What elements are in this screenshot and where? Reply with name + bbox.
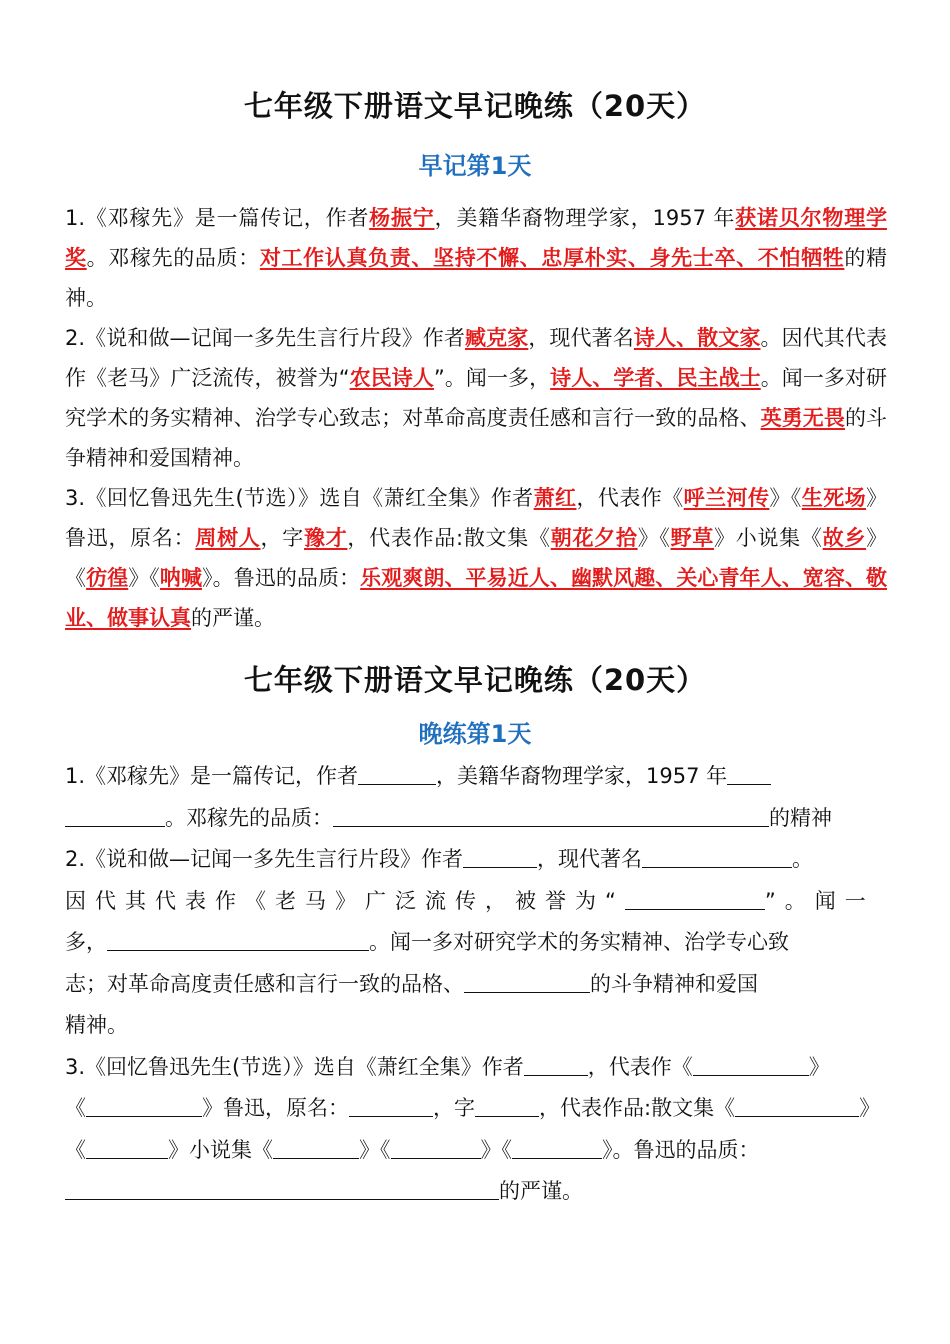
answer-blank[interactable] [727, 763, 771, 785]
answer: 诗人、散文家 [633, 326, 761, 350]
text: 》《 [128, 566, 160, 590]
answer: 杨振宁 [369, 206, 435, 230]
answer-blank[interactable] [65, 805, 165, 827]
answer-blank[interactable] [642, 846, 792, 868]
text: 》小说集《 [714, 526, 823, 550]
text: ，字 [260, 526, 304, 550]
text: 》小说集《 [168, 1137, 273, 1162]
text: ”。闻一 [764, 888, 875, 913]
answer-blank[interactable] [358, 763, 436, 785]
answer: 农民诗人 [349, 366, 434, 390]
morning-item-1 [65, 198, 887, 318]
text: 的精神 [769, 805, 832, 830]
page-title-repeat: 七年级下册语文早记晚练（20天） [243, 663, 707, 697]
text: 》《 [769, 486, 802, 510]
text: 》《 [480, 1137, 512, 1162]
text: 》《 [65, 526, 888, 590]
text: 的严谨。 [191, 606, 275, 630]
text: 多， [65, 930, 107, 954]
answer-blank[interactable] [625, 888, 765, 910]
text: ，代表作《 [587, 1054, 693, 1079]
answer-blank[interactable] [735, 1095, 859, 1117]
answer-blank[interactable] [693, 1054, 809, 1076]
evening-item-3 [65, 1047, 887, 1213]
text: 3.《回忆鲁迅先生(节选）》选自《萧红全集》作者 [65, 1054, 524, 1079]
text: ，现代著名 [528, 326, 634, 350]
answer: 臧克家 [465, 326, 529, 350]
text: 《 [65, 1096, 86, 1120]
answer-blank[interactable] [86, 1137, 168, 1159]
text: ，美籍华裔物理学家，1957 年 [436, 764, 728, 788]
text: 的斗争精神和爱国精神。 [65, 406, 888, 470]
answer-blank[interactable] [65, 1178, 499, 1200]
answer: 获诺贝尔物理学奖 [65, 206, 888, 270]
answer: 豫才 [303, 526, 348, 550]
answer: 乐观爽朗、平易近人、幽默风趣、关心青年人、宽容、敬业、做事认真 [65, 566, 888, 630]
evening-section [65, 756, 887, 1213]
page-title: 七年级下册语文早记晚练（20天） [243, 89, 707, 123]
text: 的精神。 [65, 246, 888, 310]
text: 》。鲁迅的品质： [602, 1137, 760, 1162]
answer: 呐喊 [159, 566, 203, 590]
answer-blank[interactable] [333, 805, 769, 827]
answer: 萧红 [533, 486, 577, 510]
answer-blank[interactable] [524, 1054, 588, 1076]
answer-blank[interactable] [273, 1137, 359, 1159]
answer-blank[interactable] [475, 1095, 539, 1117]
text: 3.《回忆鲁迅先生(节选）》选自《萧红全集》作者 [65, 486, 534, 510]
answer-blank[interactable] [463, 846, 537, 868]
answer-blank[interactable] [349, 1095, 433, 1117]
evening-heading: 晚练第1天 [418, 720, 532, 748]
answer-blank[interactable] [107, 929, 369, 951]
answer-blank[interactable] [464, 971, 590, 993]
text: 的严谨。 [499, 1179, 583, 1203]
text: 精神。 [65, 1013, 128, 1037]
text: 。因代其代表作《老马》广泛流传，被誉为“ [65, 326, 888, 390]
text: ，美籍华裔物理学家，1957 年 [434, 206, 736, 230]
text: 志；对革命高度责任感和言行一致的品格、 [65, 971, 464, 996]
text: ，代表作《 [576, 486, 684, 510]
text: ，代表作品:散文集《 [539, 1096, 736, 1120]
text: 因代其代表作《老马》广泛流传，被誉为“ [65, 888, 625, 913]
text: 》。鲁迅的品质： [202, 566, 361, 590]
answer: 彷徨 [86, 566, 129, 590]
text: 1.《邓稼先》是一篇传记，作者 [65, 764, 359, 788]
text: 的斗争精神和爱国 [590, 971, 758, 996]
answer: 呼兰河传 [683, 486, 770, 510]
text: ”。闻一多， [433, 366, 551, 390]
text: 。邓稼先的品质： [86, 246, 260, 270]
text: ，字 [433, 1096, 475, 1120]
answer: 故乡 [822, 526, 867, 550]
answer: 野草 [670, 526, 715, 550]
text: 》 [859, 1096, 881, 1120]
answer: 英勇无畏 [760, 406, 845, 430]
answer: 朝花夕拾 [550, 526, 638, 550]
text: 》鲁迅，原名： [65, 486, 888, 550]
text: 》《 [359, 1137, 391, 1162]
morning-item-2 [65, 318, 887, 478]
morning-heading: 早记第1天 [418, 152, 532, 180]
evening-item-2 [65, 839, 887, 1047]
answer: 诗人、学者、民主战士 [550, 366, 761, 390]
text: 。闻一多对研究学术的务实精神、治学专心致志；对革命高度责任感和言行一致的品格、 [65, 366, 888, 430]
text: 。 [792, 847, 814, 871]
text: 。邓稼先的品质： [165, 805, 333, 830]
text: ，现代著名 [537, 847, 643, 871]
answer-blank[interactable] [86, 1095, 202, 1117]
text: 。闻一多对研究学术的务实精神、治学专心致 [369, 930, 789, 954]
text: 》 [808, 1054, 830, 1079]
text: ，代表作品:散文集《 [347, 526, 551, 550]
text: 》鲁迅，原名： [202, 1096, 349, 1120]
answer: 周树人 [195, 526, 261, 550]
morning-item-3 [65, 478, 887, 638]
answer: 对工作认真负责、坚持不懈、忠厚朴实、身先士卒、不怕牺牲 [259, 246, 845, 270]
evening-item-1 [65, 756, 887, 839]
morning-section [65, 198, 887, 638]
text: 》《 [637, 526, 671, 550]
text: 2.《说和做—记闻一多先生言行片段》作者 [65, 326, 466, 350]
text: 《 [65, 1137, 86, 1162]
answer: 生死场 [801, 486, 867, 510]
answer-blank[interactable] [391, 1137, 481, 1159]
text: 1.《邓稼先》是一篇传记，作者 [65, 206, 370, 230]
text: 2.《说和做—记闻一多先生言行片段》作者 [65, 847, 464, 871]
answer-blank[interactable] [512, 1137, 602, 1159]
